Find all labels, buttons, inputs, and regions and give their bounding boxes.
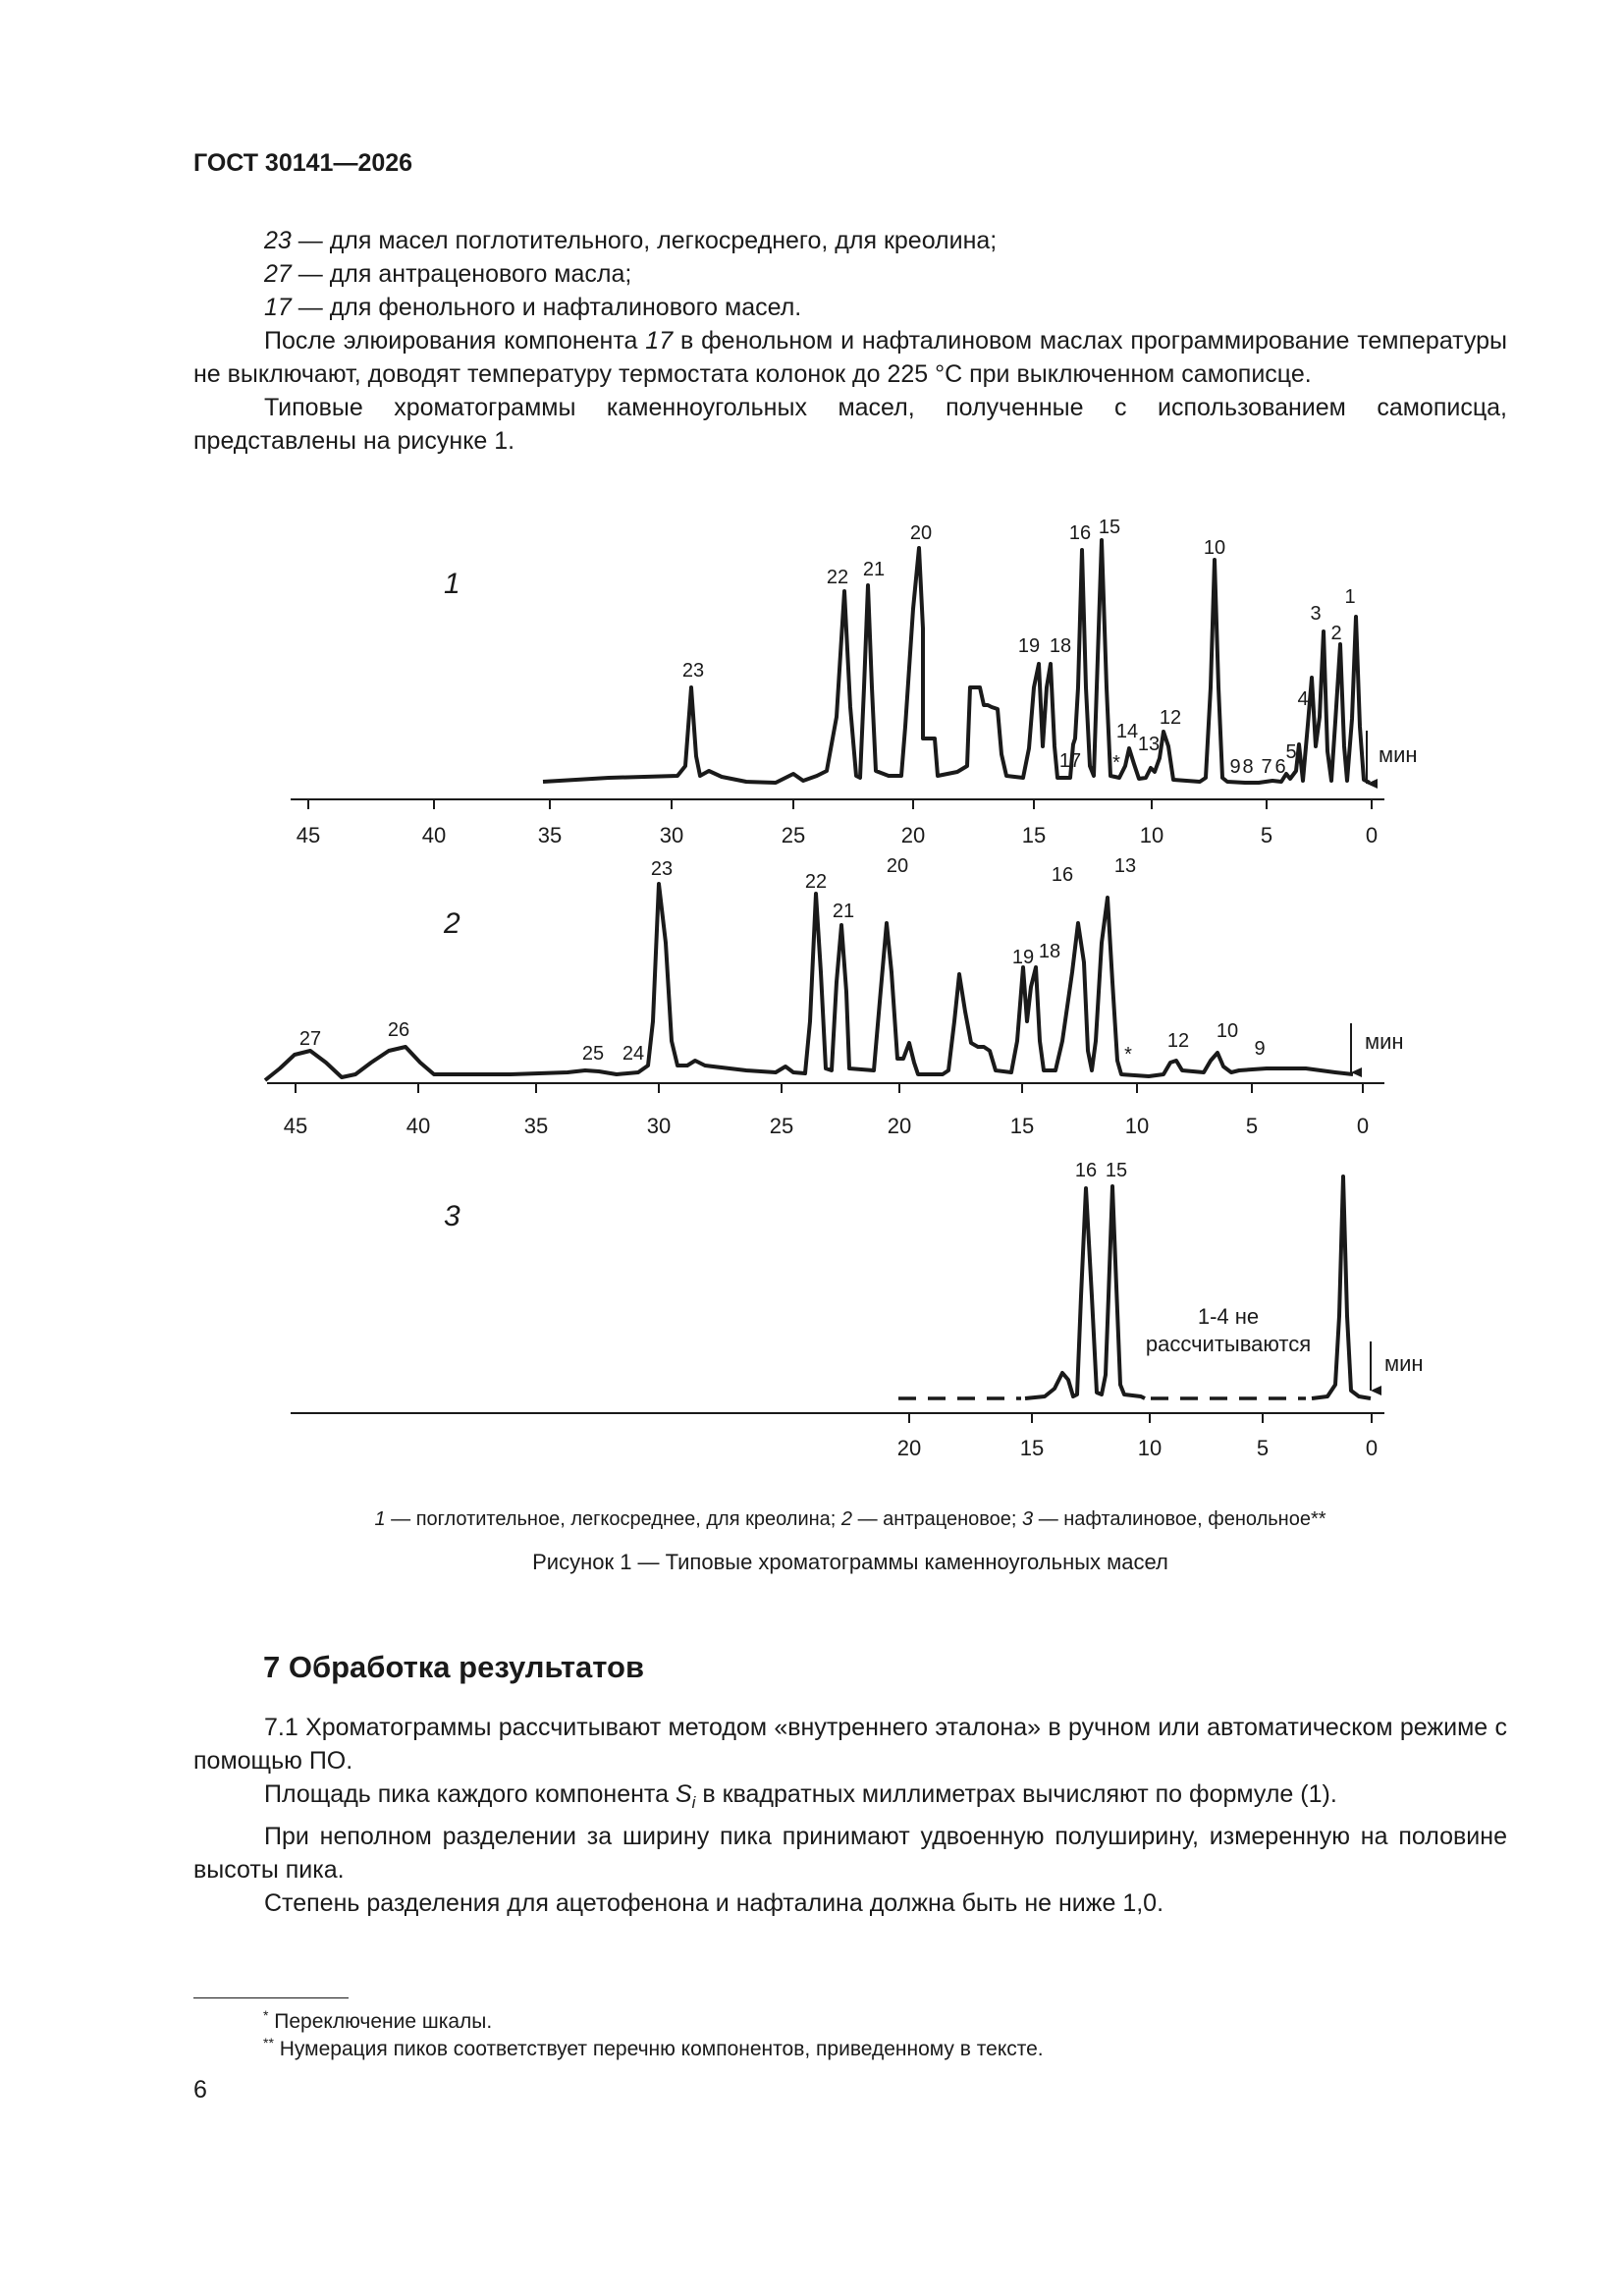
chromatogram-2-peak-19: 19 xyxy=(1011,947,1035,968)
s7-p2-symbol: S xyxy=(675,1780,692,1808)
chromatogram-1-peak-14: 14 xyxy=(1115,721,1139,742)
chromatogram-1-peak-3: 3 xyxy=(1310,603,1322,625)
figure-caption: Рисунок 1 — Типовые хроматограммы каменноугольных масел xyxy=(532,1550,1168,1574)
chromatogram-2-axis-ticks xyxy=(296,1083,1363,1093)
chromatogram-1-tick-5: 5 xyxy=(1260,823,1273,847)
chromatogram-1-tick-15: 15 xyxy=(1021,823,1047,847)
chromatogram-1-tick-0: 0 xyxy=(1365,823,1379,847)
chromatogram-3-label: 3 xyxy=(444,1200,460,1232)
chromatogram-1-tick-45: 45 xyxy=(296,823,321,847)
chromatogram-1-unit: мин xyxy=(1379,742,1418,767)
chromatogram-2-peak-21: 21 xyxy=(832,901,855,922)
chromatogram-1-tick-40: 40 xyxy=(421,823,447,847)
page-number: 6 xyxy=(193,2076,207,2104)
legend-text-3: — нафталиновое, фенольное** xyxy=(1033,1508,1326,1530)
chromatogram-2-peak-18: 18 xyxy=(1038,941,1061,962)
chromatogram-1-peak-17: 17 xyxy=(1058,750,1082,772)
s7-p2-post: в квадратных миллиметрах вычисляют по формуле (1). xyxy=(695,1780,1337,1808)
chromatogram-3-peak-15: 15 xyxy=(1105,1160,1128,1181)
chromatogram-2-peak-12: 12 xyxy=(1166,1030,1190,1052)
intro-line-1-text: — для масел поглотительного, легкосреднего, для креолина; xyxy=(291,227,998,254)
chromatogram-1-peak-star: * xyxy=(1112,752,1120,774)
chromatogram-1-tick-25: 25 xyxy=(781,823,806,847)
chromatogram-2-trace xyxy=(265,884,1353,1080)
footnote-1-text: Переключение шкалы. xyxy=(268,2010,493,2033)
legend-num-3: 3 xyxy=(1022,1508,1034,1530)
chromatogram-2-peak-23: 23 xyxy=(650,858,674,880)
footnote-rule xyxy=(193,1997,349,1998)
doc-header: ГОСТ 30141—2026 xyxy=(193,149,413,177)
chromatogram-1-peak-10: 10 xyxy=(1203,537,1226,559)
chromatogram-1-peak-1: 1 xyxy=(1344,586,1356,608)
chromatogram-2-peak-20: 20 xyxy=(886,855,909,877)
chromatogram-2-tick-15: 15 xyxy=(1009,1114,1035,1138)
chromatogram-2-tick-40: 40 xyxy=(406,1114,431,1138)
chromatogram-1-tick-35: 35 xyxy=(537,823,563,847)
chromatogram-3-final-peak xyxy=(1312,1176,1371,1398)
chromatogram-3-tick-10: 10 xyxy=(1137,1436,1163,1460)
chromatogram-2-label: 2 xyxy=(444,907,460,940)
section-7-paragraph-4: Степень разделения для ацетофенона и нафталина должна быть не ниже 1,0. xyxy=(264,1889,1164,1917)
chromatogram-2-peak-star: * xyxy=(1124,1044,1132,1066)
figure-legend xyxy=(193,1508,1507,1531)
footnote-2-text: Нумерация пиков соответствует перечню компонентов, приведенному в тексте. xyxy=(273,2038,1044,2060)
chromatogram-1-peak-23: 23 xyxy=(681,660,705,682)
chromatogram-2-peak-22: 22 xyxy=(804,871,828,893)
chromatogram-1-peak-9: 9 xyxy=(1229,756,1241,778)
chromatogram-2-tick-0: 0 xyxy=(1356,1114,1370,1138)
chromatogram-1-tick-30: 30 xyxy=(659,823,684,847)
legend-num-2: 2 xyxy=(840,1508,853,1530)
chromatogram-2-tick-10: 10 xyxy=(1124,1114,1150,1138)
footnote-1-mark: * xyxy=(263,2007,269,2023)
chromatogram-1-peak-8: 8 xyxy=(1242,756,1254,778)
chromatogram-2-peak-27: 27 xyxy=(298,1028,322,1050)
chromatogram-1-peak-2: 2 xyxy=(1330,623,1342,644)
chromatogram-1-peak-6: 6 xyxy=(1274,756,1286,778)
chromatogram-2-peak-26: 26 xyxy=(387,1019,410,1041)
chromatogram-1-tick-20: 20 xyxy=(900,823,926,847)
chromatogram-1-peak-16: 16 xyxy=(1068,522,1092,544)
chromatogram-1-tick-10: 10 xyxy=(1139,823,1164,847)
chromatogram-3-note-line-1: 1-4 не xyxy=(1197,1304,1260,1329)
chromatogram-3-tick-5: 5 xyxy=(1256,1436,1270,1460)
chromatogram-2-peak-9: 9 xyxy=(1254,1038,1266,1060)
chromatogram-2 xyxy=(265,855,1404,1138)
chromatogram-1-trace xyxy=(543,540,1370,783)
section-7-paragraph-2 xyxy=(193,1777,1507,1820)
chromatogram-3-tick-0: 0 xyxy=(1365,1436,1379,1460)
chromatogram-2-tick-20: 20 xyxy=(887,1114,912,1138)
footnote-2-mark: ** xyxy=(263,2035,274,2050)
chromatogram-2-tick-35: 35 xyxy=(523,1114,549,1138)
chromatogram-3 xyxy=(291,1160,1424,1460)
chromatogram-1-label: 1 xyxy=(444,568,460,600)
chromatogram-1 xyxy=(291,517,1418,847)
chromatogram-1-peak-21: 21 xyxy=(862,559,886,580)
chromatogram-2-peak-10: 10 xyxy=(1216,1020,1239,1042)
chromatogram-2-tick-5: 5 xyxy=(1245,1114,1259,1138)
section-7-paragraph-3: При неполном разделении за ширину пика принимают удвоенную полуширину, измеренную на половине высоты пика. xyxy=(193,1823,1507,1884)
intro-p4-num: 17 xyxy=(645,327,674,355)
chromatogram-1-peak-15: 15 xyxy=(1098,517,1121,538)
footnote-2 xyxy=(263,2035,1044,2061)
chromatogram-1-peak-20: 20 xyxy=(909,522,933,544)
chromatogram-1-peak-19: 19 xyxy=(1017,635,1041,657)
chromatogram-1-peak-5: 5 xyxy=(1285,741,1297,763)
intro-line-2-num: 27 xyxy=(264,260,292,288)
intro-p4-pre: После элюирования компонента xyxy=(264,327,646,355)
chromatogram-3-trace xyxy=(1025,1186,1145,1398)
chromatogram-1-peak-22: 22 xyxy=(826,567,849,588)
chromatogram-3-tick-15: 15 xyxy=(1019,1436,1045,1460)
intro-line-3-text: — для фенольного и нафталинового масел. xyxy=(291,294,802,321)
intro-line-1-num: 23 xyxy=(264,227,292,254)
chromatogram-3-axis-ticks xyxy=(909,1413,1372,1423)
intro-line-2-text: — для антраценового масла; xyxy=(291,260,632,288)
s7-p2-subscript: i xyxy=(691,1793,696,1812)
legend-text-1: — поглотительное, легкосреднее, для креолина; xyxy=(385,1508,841,1530)
chromatogram-1-peak-13: 13 xyxy=(1137,734,1161,755)
chromatogram-2-tick-25: 25 xyxy=(769,1114,794,1138)
s7-p2-pre: Площадь пика каждого компонента xyxy=(264,1780,676,1808)
chromatogram-1-peak-7: 7 xyxy=(1261,756,1272,778)
intro-paragraph-5: Типовые хроматограммы каменноугольных масел, полученные с использованием самописца, представлены на рисунке 1. xyxy=(193,394,1507,455)
section-7-body xyxy=(193,1711,1507,1920)
chromatogram-2-unit: мин xyxy=(1365,1029,1404,1054)
chromatogram-1-axis-ticks xyxy=(308,799,1372,809)
chromatogram-1-peak-18: 18 xyxy=(1049,635,1072,657)
section-7-title: 7 Обработка результатов xyxy=(263,1650,645,1684)
chromatogram-2-tick-30: 30 xyxy=(646,1114,672,1138)
chromatogram-1-peak-12: 12 xyxy=(1159,707,1182,729)
chromatogram-2-peak-25: 25 xyxy=(581,1043,605,1065)
chromatogram-2-tick-45: 45 xyxy=(283,1114,308,1138)
chromatogram-3-unit: мин xyxy=(1384,1351,1424,1376)
chromatogram-3-note-line-2: рассчитываются xyxy=(1145,1332,1312,1356)
legend-num-1: 1 xyxy=(374,1508,386,1530)
intro-line-3-num: 17 xyxy=(264,294,292,321)
footnote-1 xyxy=(263,2007,492,2034)
chromatogram-3-peak-16: 16 xyxy=(1074,1160,1098,1181)
legend-text-2: — антраценовое; xyxy=(852,1508,1023,1530)
chromatogram-2-peak-13: 13 xyxy=(1113,855,1137,877)
chromatogram-2-peak-16: 16 xyxy=(1051,864,1074,886)
chromatogram-2-peak-24: 24 xyxy=(622,1043,645,1065)
chromatogram-3-tick-20: 20 xyxy=(896,1436,922,1460)
section-7-paragraph-1: 7.1 Хроматограммы рассчитывают методом «внутреннего эталона» в ручном или автоматическом режиме с помощью ПО. xyxy=(193,1714,1507,1775)
intro-p4-post: в фенольном и нафталиновом маслах программирование температуры не выключают, доводят температуру термостата колонок до 225 °С при выключенном самописце. xyxy=(193,327,1507,388)
chromatogram-1-peak-4: 4 xyxy=(1297,688,1309,710)
